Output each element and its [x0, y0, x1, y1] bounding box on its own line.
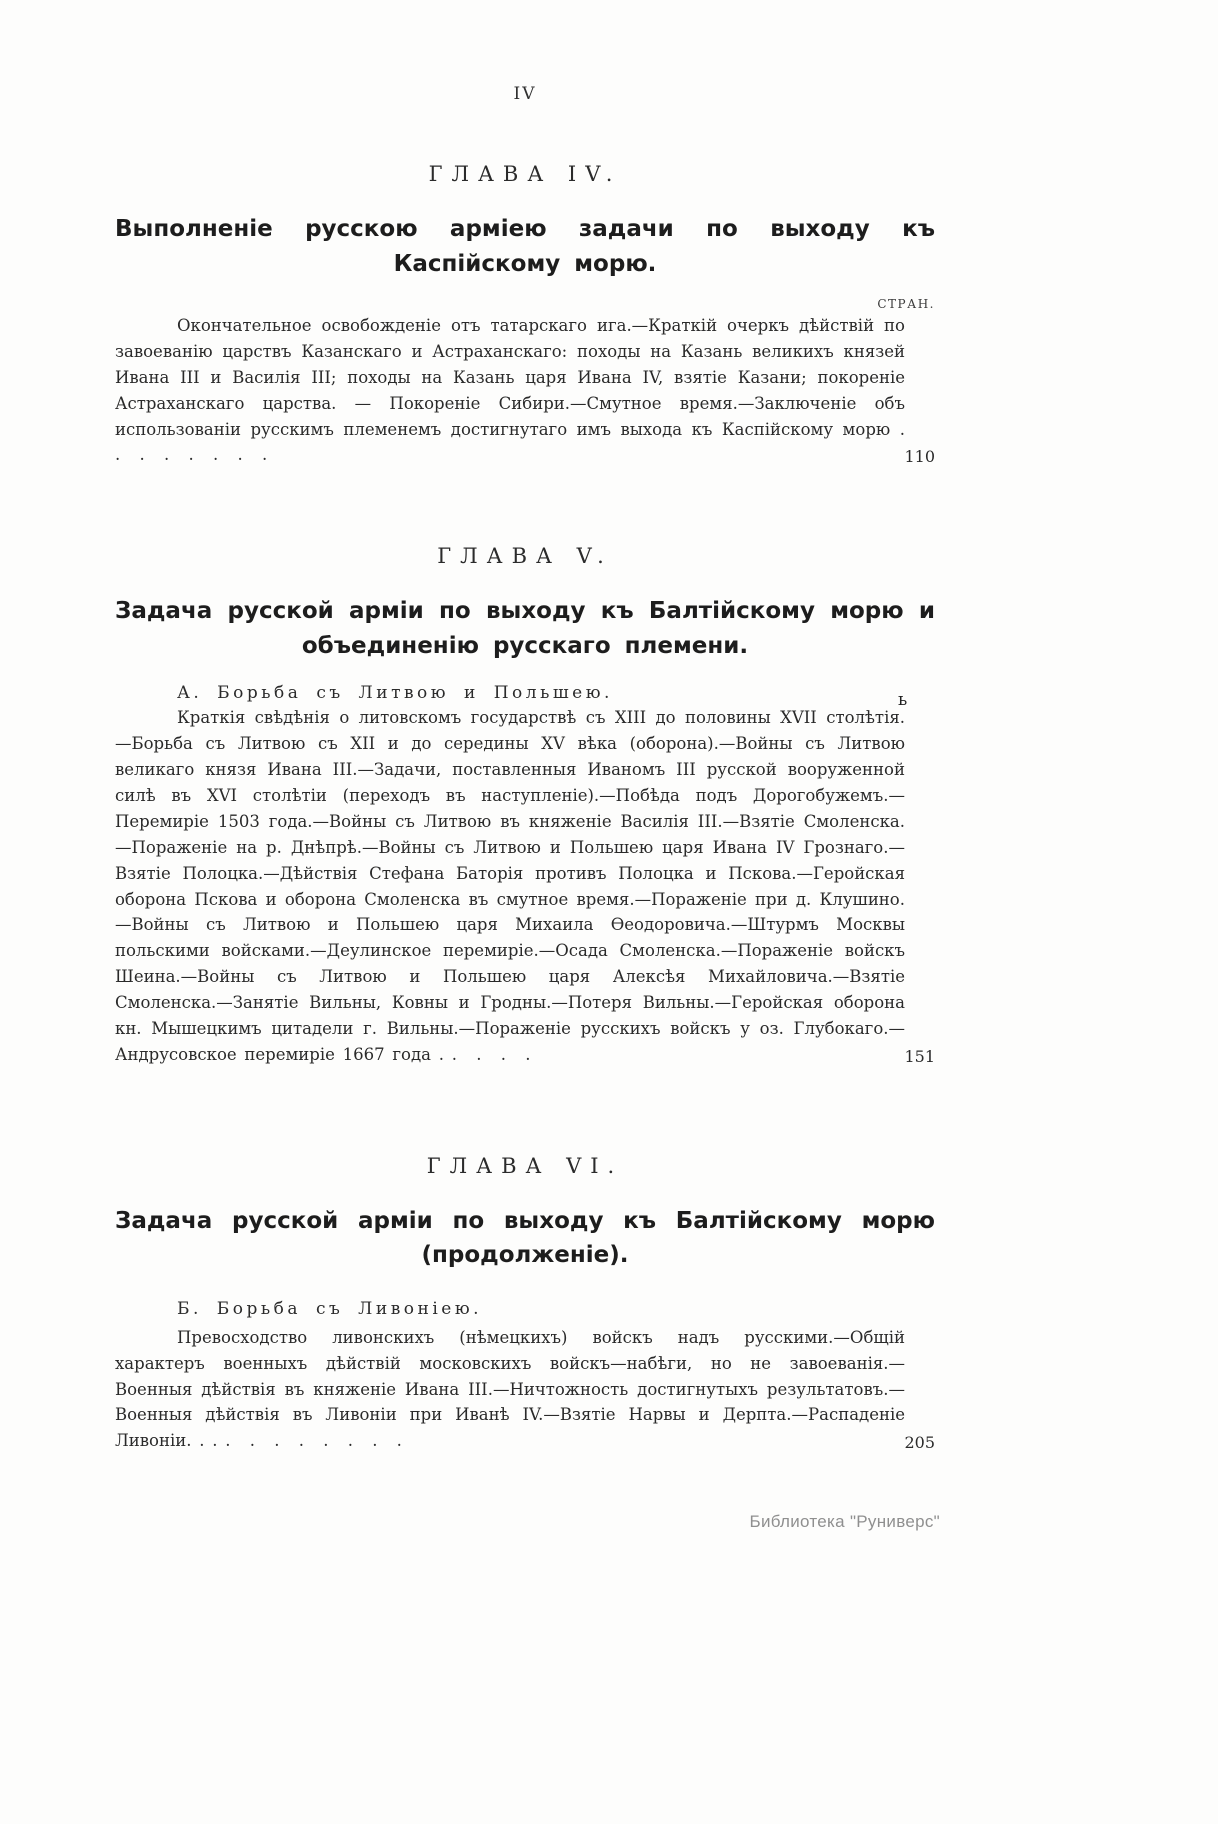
chapter-label: ГЛАВА VI.	[426, 1153, 624, 1178]
chapter-title: Задача русской арміи по выходу къ Балтійскому морю (продолженіе).	[115, 1207, 935, 1269]
folio-page-number: IV	[513, 84, 537, 104]
chapter-summary-block	[115, 313, 935, 468]
dot-leaders: . . . .	[451, 1044, 531, 1064]
chapter-entry-6	[115, 1154, 935, 1454]
chapter-label: ГЛАВА IV.	[428, 162, 622, 186]
pages-column-header: СТРАН.	[877, 297, 935, 311]
page-reference: 151	[904, 1046, 935, 1066]
text-block	[115, 0, 935, 1454]
chapter-summary-block	[115, 705, 935, 1067]
chapter-entry-4	[115, 162, 935, 468]
chapter-entry-5	[115, 544, 935, 1067]
library-watermark: Библиотека "Руниверс"	[749, 1512, 940, 1531]
chapter-summary	[115, 1325, 905, 1454]
page-reference: 205	[904, 1433, 935, 1453]
summary-text: Превосходство ливонскихъ (нѣмецкихъ) войскъ надъ русскими.—Общій характеръ военныхъ дѣйствій московскихъ войскъ—набѣги, но не завоеванія.—Военныя дѣйствія въ княженіе Ивана III.—Ничтожность достигнутыхъ результатовъ.—Военныя дѣйствія въ Ливоніи при Иванѣ IV.—Взятіе Нарвы и Дерпта.—Распаденіе Ливоніи. . .	[115, 1327, 905, 1451]
ink-mark-artifact: ь	[898, 690, 908, 710]
section-heading: А. Борьба съ Литвою и Польшею.	[177, 683, 613, 704]
chapter-summary	[115, 313, 905, 468]
chapter-title: Выполненіе русскою арміею задачи по выходу къ Каспійскому морю.	[115, 216, 935, 277]
section-heading: Б. Борьба съ Ливоніею.	[177, 1298, 483, 1319]
chapter-label: ГЛАВА V.	[437, 544, 613, 569]
dot-leaders: . . . . . . .	[115, 445, 268, 465]
chapter-summary	[115, 705, 905, 1067]
page-reference: 110	[904, 447, 935, 467]
summary-text: Окончательное освобожденіе отъ татарскаго ига.—Краткій очеркъ дѣйствій по завоеванію царствъ Казанскаго и Астраханскаго: походы на Казань великихъ князей Ивана III и Василія III; походы на Казань царя Ивана IV, взятіе Казани; покореніе Астраханскаго царства. — Покореніе Сибири.—Смутное время.—Заключеніе объ использованіи русскимъ племенемъ достигнутаго имъ выхода къ Каспійскому морю .	[115, 316, 905, 439]
chapter-title: Задача русской арміи по выходу къ Балтійскому морю и объединенію русскаго племени.	[115, 598, 935, 659]
summary-text: Краткія свѣдѣнія о литовскомъ государствѣ съ XIII до половины XVII столѣтія.—Борьба съ Литвою съ XII и до середины XV вѣка (оборона).—Войны съ Литвою великаго князя Ивана III.—Задачи, поставленныя Иваномъ III русской вооруженной силѣ въ XVI столѣтіи (переходъ въ наступленіе).—Побѣда подъ Дорогобужемъ.—Перемиріе 1503 года.—Войны съ Литвою въ княженіе Василія III.—Взятіе Смоленска.—Пораженіе на р. Днѣпрѣ.—Войны съ Литвою и Польшею царя Ивана IV Грознаго.—Взятіе Полоцка.—Дѣйствія Стефана Баторія противъ Полоцка и Пскова.—Геройская оборона Пскова и оборона Смоленска въ смутное время.—Пораженіе при д. Клушино.—Войны съ Литвою и Польшею царя Михаила Ѳеодоровича.—Штурмъ Москвы польскими войсками.—Деулинское перемиріе.—Осада Смоленска.—Пораженіе войскъ Шеина.—Войны съ Литвою и Польшею царя Алексѣя Михайловича.—Взятіе Смоленска.—Занятіе Вильны, Ковны и Гродны.—Потеря Вильны.—Геройская оборона кн. Мышецкимъ цитадели г. Вильны.—Пораженіе русскихъ войскъ у оз. Глубокаго.—Андрусовское перемиріе 1667 года .	[115, 708, 905, 1064]
chapter-summary-block	[115, 1325, 935, 1454]
dot-leaders: . . . . . . . .	[225, 1431, 402, 1451]
